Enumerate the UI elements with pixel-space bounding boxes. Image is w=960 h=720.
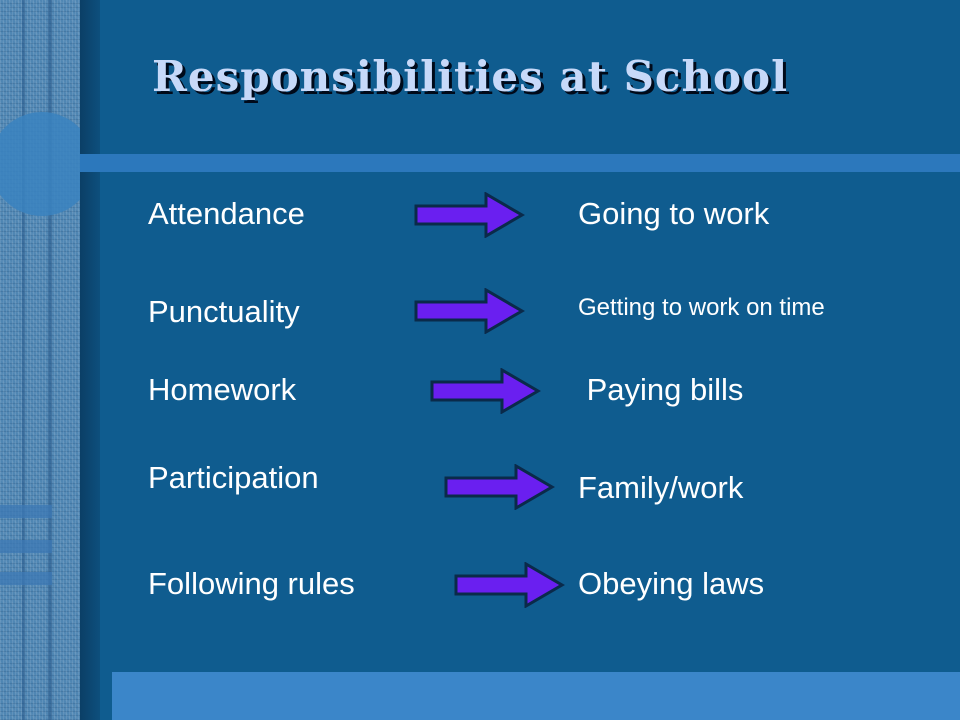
work-responsibility-family-work: Family/work xyxy=(578,470,744,505)
bottom-accent-bar xyxy=(112,672,960,720)
work-responsibility-going-to-work: Going to work xyxy=(578,196,770,231)
arrow-right-icon xyxy=(414,192,526,238)
arrow-right-icon xyxy=(454,562,566,608)
decorative-strip-shadow xyxy=(80,0,100,720)
arrow-right-icon xyxy=(414,288,526,334)
school-responsibility-following-rules: Following rules xyxy=(148,566,355,601)
school-responsibility-attendance: Attendance xyxy=(148,196,305,231)
work-responsibility-paying-bills: Paying bills xyxy=(578,372,744,407)
decorative-block xyxy=(0,540,52,553)
decorative-block xyxy=(0,505,52,518)
school-responsibility-punctuality: Punctuality xyxy=(148,294,300,329)
school-responsibility-homework: Homework xyxy=(148,372,297,407)
arrow-right-icon xyxy=(430,368,542,414)
decorative-line xyxy=(48,0,52,720)
decorative-block xyxy=(0,572,52,585)
work-responsibility-getting-to-work-on-time: Getting to work on time xyxy=(578,294,825,321)
work-responsibility-obeying-laws: Obeying laws xyxy=(578,566,765,601)
title-underline-bar xyxy=(80,154,960,172)
school-responsibility-participation: Participation xyxy=(148,460,319,495)
decorative-line xyxy=(22,0,25,720)
arrow-right-icon xyxy=(444,464,556,510)
decorative-texture-strip xyxy=(0,0,80,720)
slide-title: Responsibilities at School xyxy=(152,52,789,101)
